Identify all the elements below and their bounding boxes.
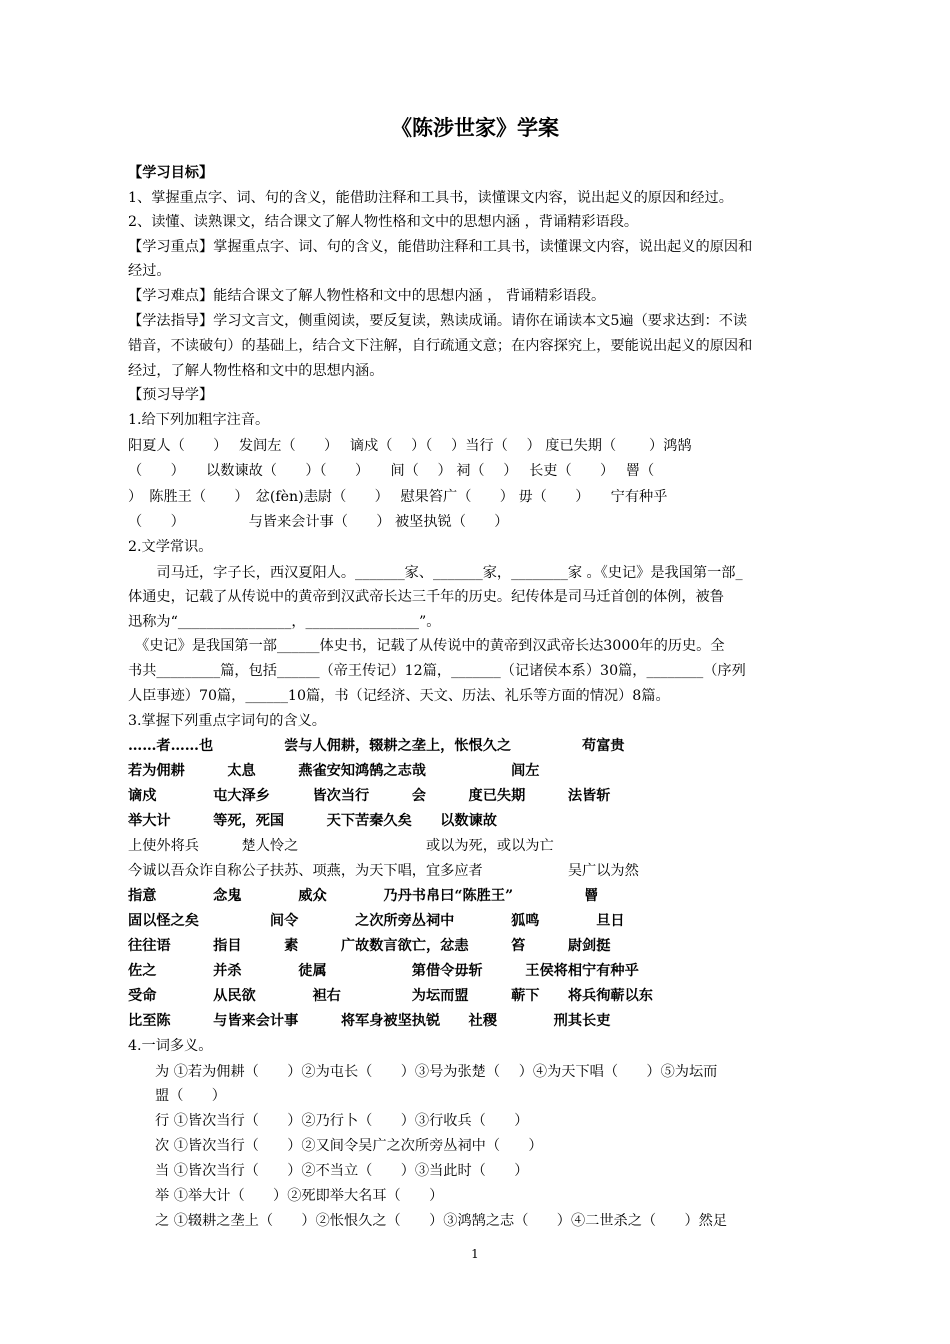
method-line-1: 【学法指导】学习文言文，侧重阅读，要反复读，熟读成诵。请你在诵读本文5遍（要求达到：不读 xyxy=(128,313,748,329)
literature-line-1: 司马迁，字子长，西汉夏阳人。_______家、_______家，________家 。《史记》是我国第一部_ xyxy=(128,565,743,581)
document-title: 《陈涉世家》学案 xyxy=(391,116,559,140)
pinyin-line-3: ） 陈胜王（ ） 忿(fèn)恚尉（ ） 慰果笞广（ ） 毋（ ） 宁有种乎 xyxy=(128,489,668,505)
polysemy-ci: 次 ①皆次当行（ ）②又间令吴广之次所旁丛祠中（ ） xyxy=(155,1138,543,1154)
polysemy-xing: 行 ①皆次当行（ ）②乃行卜（ ）③行收兵（ ） xyxy=(155,1113,529,1129)
question-3-title: 3.掌握下列重点字词句的含义。 xyxy=(128,713,326,729)
vocab-line-8: 固以怪之矣 间令 之次所旁丛祠中 狐鸣 旦日 xyxy=(128,913,625,929)
vocab-line-1: ……者……也 尝与人佣耕，辍耕之垄上，怅恨久之 苟富贵 xyxy=(128,738,625,754)
literature-line-6: 人臣事迹）70篇，______10篇，书（记经济、天文、历法、礼乐等方面的情况）8篇。 xyxy=(128,688,670,704)
section-heading-goals: 【学习目标】 xyxy=(128,165,214,181)
polysemy-ju: 举 ①举大计（ ）②死即举大名耳（ ） xyxy=(155,1188,444,1204)
pinyin-line-1: 阳夏人（ ） 发闾左（ ） 谪戍（ ）（ ）当行（ ） 度已失期（ ）鸿鹄 xyxy=(128,438,692,454)
question-1-title: 1.给下列加粗字注音。 xyxy=(128,412,270,428)
polysemy-zhi: 之 ①辍耕之垄上（ ）②怅恨久之（ ）③鸿鹄之志（ ）④二世杀之（ ）然足 xyxy=(155,1213,728,1229)
section-heading-preview: 【预习导学】 xyxy=(128,387,214,403)
vocab-line-9: 往往语 指目 素 广故数言欲亡，忿恚 笞 尉剑挺 xyxy=(128,938,611,954)
polysemy-wei-line-1: 为 ①若为佣耕（ ）②为屯长（ ）③号为张楚（ ）④为天下唱（ ）⑤为坛而 xyxy=(155,1064,718,1080)
goal-line-2: 2、读懂、读熟课文，结合课文了解人物性格和文中的思想内涵 ，背诵精彩语段。 xyxy=(128,214,639,230)
question-2-title: 2.文学常识。 xyxy=(128,539,213,555)
vocab-line-12: 比至陈 与皆来会计事 将军身被坚执锐 社稷 刑其长吏 xyxy=(128,1013,611,1029)
vocab-line-4: 举大计 等死，死国 天下苦秦久矣 以数谏故 xyxy=(128,813,497,829)
difficulty-line: 【学习难点】能结合课文了解人物性格和文中的思想内涵 ， 背诵精彩语段。 xyxy=(128,288,606,304)
vocab-line-7: 指意 念鬼 威众 乃丹书帛曰“陈胜王” 罾 xyxy=(128,888,599,904)
polysemy-dang: 当 ①皆次当行（ ）②不当立（ ）③当此时（ ） xyxy=(155,1163,529,1179)
literature-line-2: 体通史，记载了从传说中的黄帝到汉武帝长达三千年的历史。纪传体是司马迁首创的体例，被鲁 xyxy=(128,589,724,605)
literature-line-4: 《史记》是我国第一部______体史书，记载了从传说中的黄帝到汉武帝长达3000年的历史。全 xyxy=(128,638,725,654)
goal-line-1: 1、掌握重点字、词、句的含义，能借助注释和工具书，读懂课文内容，说出起义的原因和经过。 xyxy=(128,190,733,206)
question-4-title: 4.一词多义。 xyxy=(128,1038,213,1054)
vocab-line-10: 佐之 并杀 徒属 第借令毋斩 王侯将相宁有种乎 xyxy=(128,963,639,979)
pinyin-line-4: （ ） 与皆来会计事（ ） 被坚执锐（ ） xyxy=(128,514,509,530)
vocab-line-6: 今诚以吾众诈自称公子扶苏、项燕，为天下唱，宜多应者 吴广以为然 xyxy=(128,863,639,879)
pinyin-line-2: （ ） 以数谏故（ ）（ ） 间（ ） 祠（ ） 长吏（ ） 罾（ xyxy=(128,463,655,479)
literature-line-3: 迅称为“________________，________________”。 xyxy=(128,614,441,630)
literature-line-5: 书共_________篇，包括______（帝王传记）12篇，_______（记诸侯本系）30篇，________（序列 xyxy=(128,663,746,679)
method-line-3: 经过，了解人物性格和文中的思想内涵。 xyxy=(128,363,384,379)
page-number: 1 xyxy=(471,1247,479,1261)
key-points-line: 【学习重点】掌握重点字、词、句的含义，能借助注释和工具书，读懂课文内容，说出起义的原因和 xyxy=(128,239,753,255)
vocab-line-3: 谪戍 屯大泽乡 皆次当行 会 度已失期 法皆斩 xyxy=(128,788,611,804)
key-points-line-cont: 经过。 xyxy=(128,263,171,279)
polysemy-wei-line-2: 盟（ ） xyxy=(155,1088,226,1104)
vocab-line-11: 受命 从民欲 袒右 为坛而盟 蕲下 将兵徇蕲以东 xyxy=(128,988,653,1004)
method-line-2: 错音，不读破句）的基础上，结合文下注解，自行疏通文意；在内容探究上，要能说出起义的原因和 xyxy=(128,338,753,354)
vocab-line-5: 上使外将兵 楚人怜之 或以为死，或以为亡 xyxy=(128,838,554,854)
vocab-line-2: 若为佣耕 太息 燕雀安知鸿鹄之志哉 闾左 xyxy=(128,763,540,779)
